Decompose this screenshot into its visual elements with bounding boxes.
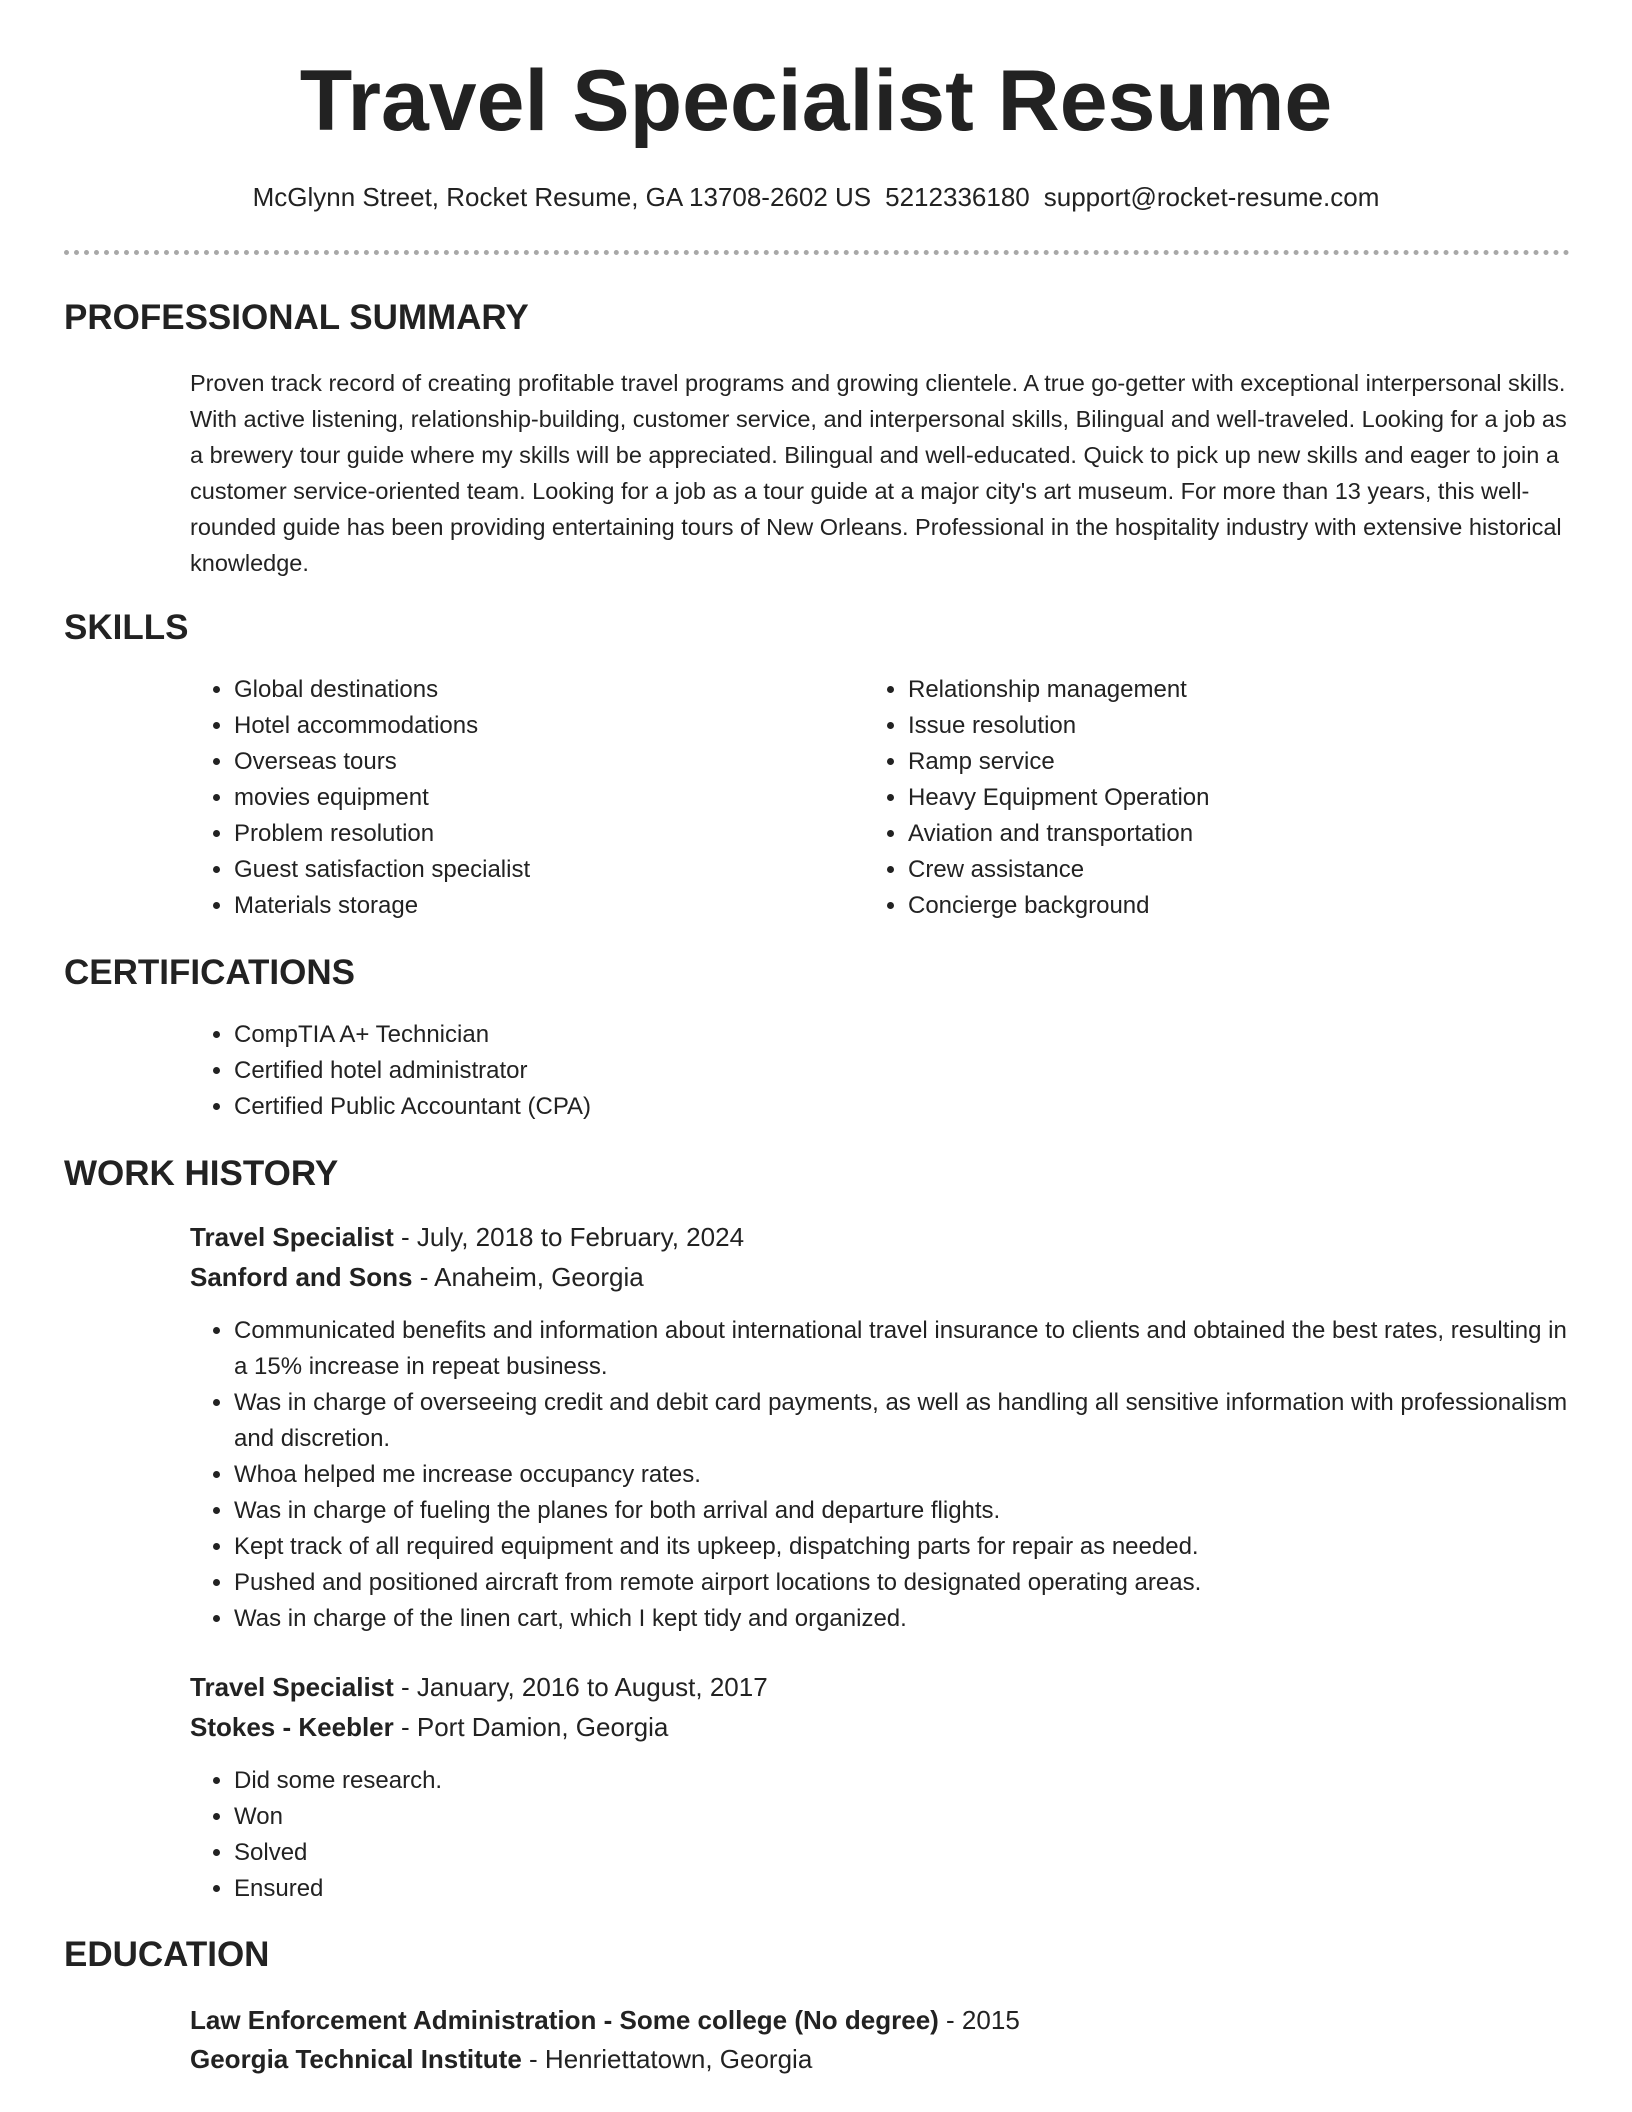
list-item: • Ramp service [908, 744, 1588, 780]
job-bullets [190, 1763, 1576, 1907]
list-item: • Materials storage [234, 888, 834, 924]
job-company: Sanford and Sons [190, 1262, 413, 1292]
job-title-line [190, 1222, 744, 1253]
job-company: Stokes - Keebler [190, 1712, 394, 1742]
contact-email: support@rocket-resume.com [1043, 182, 1380, 212]
contact-line [0, 182, 1632, 213]
job-bullets [190, 1313, 1576, 1637]
job-title-line [190, 1672, 768, 1703]
skills-list-right [864, 672, 1588, 924]
list-item: • Certified Public Accountant (CPA) [234, 1089, 1614, 1125]
list-item: • Solved [234, 1835, 1576, 1871]
list-item: • CompTIA A+ Technician [234, 1017, 1614, 1053]
contact-address: McGlynn Street, Rocket Resume, GA 13708-2602 US [252, 182, 872, 212]
work-history-heading: WORK HISTORY [64, 1154, 339, 1193]
list-item: • Hotel accommodations [234, 708, 834, 744]
skills-heading: SKILLS [64, 608, 189, 647]
list-item: • Concierge background [908, 888, 1588, 924]
education-degree-line [190, 2005, 1020, 2036]
list-item: • Pushed and positioned aircraft from remote airport locations to designated operating areas. [234, 1565, 1576, 1601]
list-item: • Kept track of all required equipment and its upkeep, dispatching parts for repair as needed. [234, 1529, 1576, 1565]
certifications-heading: CERTIFICATIONS [64, 953, 356, 992]
education-school-line [190, 2044, 812, 2075]
list-item: • Aviation and transportation [908, 816, 1588, 852]
summary-heading: PROFESSIONAL SUMMARY [64, 298, 529, 337]
job-company-line [190, 1262, 644, 1293]
job-location: - Anaheim, Georgia [412, 1262, 644, 1292]
list-item: • Did some research. [234, 1763, 1576, 1799]
education-school: Georgia Technical Institute [190, 2044, 522, 2074]
education-year: - 2015 [938, 2005, 1020, 2035]
list-item: • Was in charge of fueling the planes for both arrival and departure flights. [234, 1493, 1576, 1529]
education-heading: EDUCATION [64, 1935, 270, 1974]
list-item: • movies equipment [234, 780, 834, 816]
list-item: • Issue resolution [908, 708, 1588, 744]
list-item: • Overseas tours [234, 744, 834, 780]
header-divider [64, 250, 1570, 255]
contact-phone: 5212336180 [885, 182, 1030, 212]
job-location: - Port Damion, Georgia [393, 1712, 669, 1742]
job-title: Travel Specialist [190, 1672, 394, 1702]
list-item: • Problem resolution [234, 816, 834, 852]
job-dates: - July, 2018 to February, 2024 [393, 1222, 745, 1252]
summary-text: Proven track record of creating profitable travel programs and growing clientele. A true go-getter with exceptional interpersonal skills. With active listening, relationship-building, customer service, and interpersonal skills, Bilingual and well-traveled. Looking for a job as a brewery tour guide where my skills will be appreciated. Bilingual and well-educated. Quick to pick up new skills and eager to join a customer service-oriented team. Looking for a job as a tour guide at a major city's art museum. For more than 13 years, this well-rounded guide has been providing entertaining tours of New Orleans. Professional in the hospitality industry with extensive historical knowledge. [190, 370, 1567, 576]
list-item: • Global destinations [234, 672, 834, 708]
list-item: • Was in charge of overseeing credit and debit card payments, as well as handling all sensitive information with professionalism and discretion. [234, 1385, 1576, 1457]
list-item: • Was in charge of the linen cart, which I kept tidy and organized. [234, 1601, 1576, 1637]
list-item: • Ensured [234, 1871, 1576, 1907]
job-title: Travel Specialist [190, 1222, 394, 1252]
list-item: • Heavy Equipment Operation [908, 780, 1588, 816]
list-item: • Certified hotel administrator [234, 1053, 1614, 1089]
certifications-list [190, 1017, 1614, 1125]
list-item: • Communicated benefits and information about international travel insurance to clients and obtained the best rates, resulting in a 15% increase in repeat business. [234, 1313, 1576, 1385]
list-item: • Won [234, 1799, 1576, 1835]
job-company-line [190, 1712, 668, 1743]
job-dates: - January, 2016 to August, 2017 [393, 1672, 768, 1702]
education-location: - Henriettatown, Georgia [521, 2044, 813, 2074]
skills-list-left [190, 672, 834, 924]
resume-title: Travel Specialist Resume [299, 53, 1333, 149]
education-degree: Law Enforcement Administration - Some college (No degree) [190, 2005, 939, 2035]
list-item: • Guest satisfaction specialist [234, 852, 834, 888]
list-item: • Whoa helped me increase occupancy rates. [234, 1457, 1576, 1493]
list-item: • Relationship management [908, 672, 1588, 708]
list-item: • Crew assistance [908, 852, 1588, 888]
